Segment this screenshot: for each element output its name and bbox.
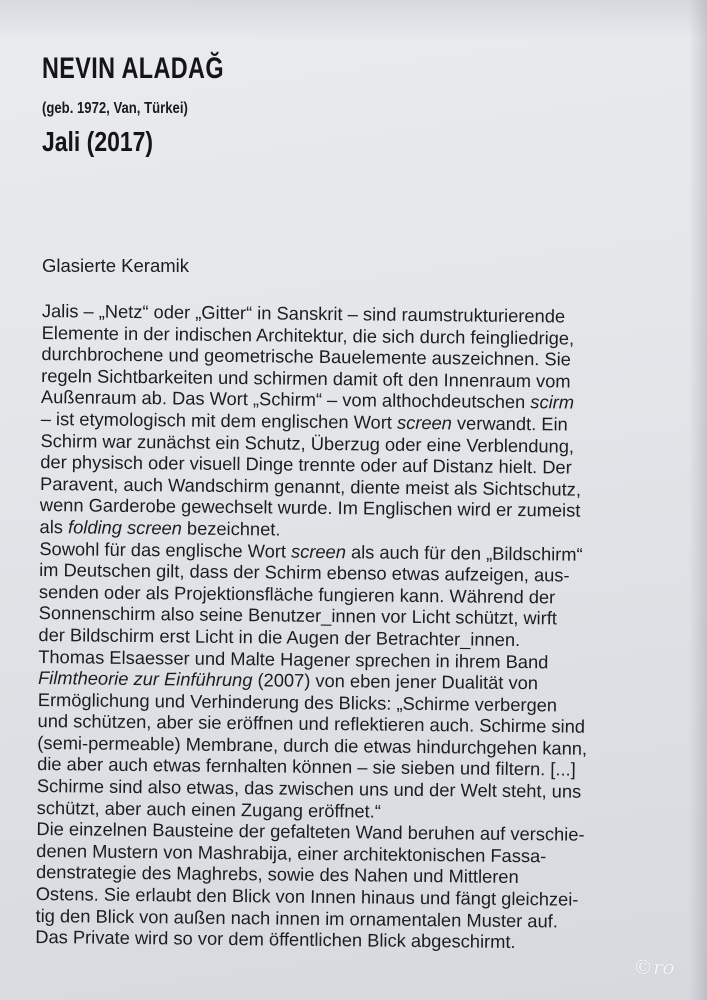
text-segment: (2007) von eben jener Dualität von: [252, 669, 539, 694]
text-segment: bezeichnet.: [181, 517, 281, 540]
medium: Glasierte Keramik: [42, 255, 190, 276]
text-segment: Die einzelnen Bausteine der gefalteten Wand beruhen auf verschie-: [36, 818, 585, 845]
text-segment: als: [39, 515, 69, 538]
italic-term: screen: [396, 411, 453, 434]
italic-term: folding screen: [67, 516, 183, 539]
photographer-watermark: ©ro: [633, 955, 675, 979]
description-text: [35, 300, 682, 954]
text-segment: denen Mustern von Mashrabija, einer architektonischen Fassa-: [36, 839, 547, 867]
text-segment: Ermöglichung und Verhinderung des Blicks: „Schirme verbergen: [37, 688, 558, 716]
text-segment: senden oder als Projektionsfläche fungieren kann. Während der: [38, 580, 556, 608]
text-segment: der Bildschirm erst Licht in die Augen der Betrachter_innen.: [38, 623, 521, 650]
text-segment: und schützen, aber sie eröffnen und reflektieren auch. Schirme sind: [37, 710, 586, 737]
text-segment: Sowohl für das englische Wort: [39, 537, 292, 562]
text-segment: schützt, aber auch einen Zugang eröffnet.“: [36, 796, 381, 822]
text-segment: tig den Blick von außen nach innen im ornamentalen Muster auf.: [35, 904, 558, 932]
text-segment: Thomas Elsaesser und Malte Hagener sprechen in ihrem Band: [38, 645, 549, 672]
text-segment: durchbrochene und geometrische Bauelemente auszeichnen. Sie: [41, 343, 572, 370]
text-segment: Paravent, auch Wandschirm genannt, diente meist als Sichtschutz,: [39, 472, 582, 500]
text-segment: Schirm war zunächst ein Schutz, Überzug oder eine Verblendung,: [40, 429, 575, 457]
text-segment: Ostens. Sie erlaubt den Blick von Innen hinaus und fängt gleichzei-: [35, 882, 579, 910]
artist-bio: (geb. 1972, Van, Türkei): [42, 100, 188, 117]
text-segment: Das Private wird so vor dem öffentlichen Blick abgeschirmt.: [35, 926, 516, 953]
text-segment: Schirme sind also etwas, das zwischen uns und der Welt steht, uns: [36, 775, 582, 802]
artist-name: NEVIN ALADAĞ: [42, 52, 224, 85]
text-segment: denstrategie des Maghrebs, sowie des Nahen und Mittleren: [35, 861, 519, 888]
text-segment: (semi-permeable) Membrane, durch die etwas hindurchgehen kann,: [37, 731, 588, 759]
work-title: Jali (2017): [42, 126, 154, 157]
text-segment: wenn Garderobe gewechselt wurde. Im Englischen wird er zumeist: [39, 494, 581, 521]
text-segment: die aber auch etwas fernhalten können – sie sieben und filtern. [...]: [37, 753, 576, 781]
italic-term: scirm: [530, 391, 575, 413]
text-segment: im Deutschen gilt, dass der Schirm ebenso etwas aufzeigen, aus-: [39, 559, 570, 586]
text-segment: der physisch oder visuell Dinge trennte oder auf Distanz hielt. Der: [40, 451, 572, 478]
text-segment: Außenraum ab. Das Wort „Schirm“ – vom althochdeutschen: [40, 386, 531, 413]
italic-term: screen: [290, 540, 347, 562]
text-segment: regeln Sichtbarkeiten und schirmen damit oft den Innenraum vom: [41, 364, 571, 392]
text-segment: als auch für den „Bildschirm“: [345, 540, 583, 565]
text-segment: – ist etymologisch mit dem englischen Wort: [40, 407, 398, 433]
text-segment: Jalis – „Netz“ oder „Gitter“ in Sanskrit – sind raumstrukturierende: [41, 300, 566, 327]
text-segment: verwandt. Ein: [451, 412, 568, 435]
italic-term: Filmtheorie zur Einführung: [37, 667, 253, 691]
text-segment: Elemente in der indischen Architektur, die sich durch feingliedrige,: [41, 321, 575, 349]
text-segment: Sonnenschirm also seine Benutzer_innen vor Licht schützt, wirft: [38, 602, 558, 629]
